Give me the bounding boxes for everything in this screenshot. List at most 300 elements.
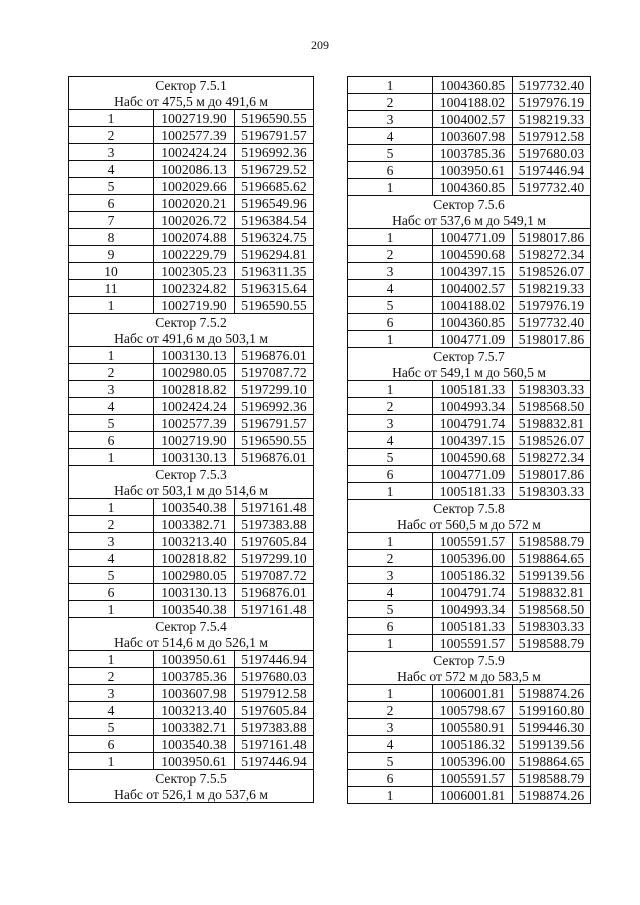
coordinate-x: 1005798.67	[433, 702, 513, 719]
point-number: 1	[69, 347, 154, 364]
point-number: 3	[348, 111, 433, 128]
point-number: 3	[69, 685, 154, 702]
table-row	[69, 195, 314, 212]
coordinate-y: 5197161.48	[235, 736, 314, 753]
sector-range-row	[348, 516, 591, 533]
coordinate-y: 5196315.64	[235, 280, 314, 297]
table-row	[69, 685, 314, 702]
point-number: 3	[348, 415, 433, 432]
table-row	[348, 584, 591, 601]
coordinate-x: 1004993.34	[433, 601, 513, 618]
coordinate-y: 5197446.94	[235, 651, 314, 668]
point-number: 1	[348, 381, 433, 398]
table-row	[348, 128, 591, 145]
coordinate-x: 1004771.09	[433, 229, 513, 246]
point-number: 2	[69, 668, 154, 685]
coordinate-y: 5197680.03	[235, 668, 314, 685]
coordinate-y: 5198272.34	[513, 246, 591, 263]
sector-range: Набс от 503,1 м до 514,6 м	[69, 482, 314, 499]
page-number: 209	[311, 38, 329, 52]
table-row	[69, 415, 314, 432]
table-row	[69, 246, 314, 263]
table-row	[348, 550, 591, 567]
coordinate-y: 5197299.10	[235, 381, 314, 398]
coordinate-y: 5198588.79	[513, 533, 591, 550]
point-number: 4	[69, 550, 154, 567]
coordinate-x: 1003213.40	[154, 533, 235, 550]
point-number: 4	[69, 702, 154, 719]
point-number: 4	[348, 128, 433, 145]
table-row	[69, 110, 314, 127]
point-number: 6	[69, 584, 154, 601]
sector-title-row	[69, 618, 314, 635]
table-row	[69, 161, 314, 178]
table-row	[348, 246, 591, 263]
point-number: 3	[69, 381, 154, 398]
table-row	[348, 618, 591, 635]
table-row	[69, 381, 314, 398]
coordinate-x: 1003607.98	[433, 128, 513, 145]
sector-range-row	[69, 786, 314, 803]
coordinate-y: 5197976.19	[513, 94, 591, 111]
table-row	[348, 635, 591, 652]
coordinate-y: 5196324.75	[235, 229, 314, 246]
coordinate-y: 5198526.07	[513, 263, 591, 280]
point-number: 1	[69, 110, 154, 127]
coordinate-y: 5198017.86	[513, 331, 591, 348]
coordinate-y: 5198832.81	[513, 415, 591, 432]
coordinate-y: 5196590.55	[235, 297, 314, 314]
coordinate-y: 5197383.88	[235, 719, 314, 736]
coordinate-x: 1006001.81	[433, 685, 513, 702]
table-row	[348, 314, 591, 331]
coordinate-x: 1003540.38	[154, 601, 235, 618]
coordinate-y: 5197732.40	[513, 77, 591, 94]
table-row	[348, 787, 591, 804]
sector-title: Сектор 7.5.5	[69, 770, 314, 787]
coordinate-y: 5199139.56	[513, 736, 591, 753]
coordinate-x: 1004397.15	[433, 263, 513, 280]
coordinate-y: 5198526.07	[513, 432, 591, 449]
coordinate-x: 1004188.02	[433, 297, 513, 314]
coordinate-x: 1004590.68	[433, 449, 513, 466]
point-number: 6	[69, 736, 154, 753]
coordinate-y: 5199139.56	[513, 567, 591, 584]
coordinate-x: 1003130.13	[154, 584, 235, 601]
coordinate-y: 5197976.19	[513, 297, 591, 314]
coordinate-x: 1002719.90	[154, 297, 235, 314]
point-number: 3	[348, 567, 433, 584]
table-row	[69, 736, 314, 753]
point-number: 1	[69, 297, 154, 314]
point-number: 1	[348, 685, 433, 702]
coordinate-x: 1002424.24	[154, 144, 235, 161]
coordinate-y: 5197912.58	[513, 128, 591, 145]
coordinate-y: 5198017.86	[513, 229, 591, 246]
point-number: 1	[348, 77, 433, 94]
coordinate-y: 5196590.55	[235, 110, 314, 127]
sector-range-row	[348, 212, 591, 229]
point-number: 1	[348, 179, 433, 196]
table-row	[348, 162, 591, 179]
sector-title: Сектор 7.5.2	[69, 314, 314, 331]
point-number: 1	[69, 753, 154, 770]
table-row	[69, 516, 314, 533]
point-number: 4	[69, 398, 154, 415]
table-row	[348, 280, 591, 297]
coordinate-x: 1005591.57	[433, 533, 513, 550]
table-row	[69, 229, 314, 246]
sector-range-row	[348, 668, 591, 685]
point-number: 4	[348, 432, 433, 449]
point-number: 1	[69, 449, 154, 466]
coordinate-x: 1005591.57	[433, 770, 513, 787]
sector-range: Набс от 526,1 м до 537,6 м	[69, 786, 314, 803]
coordinate-x: 1003213.40	[154, 702, 235, 719]
table-row	[69, 753, 314, 770]
table-row	[69, 347, 314, 364]
sector-title-row	[69, 314, 314, 331]
table-row	[69, 584, 314, 601]
table-row	[348, 601, 591, 618]
coordinate-x: 1002980.05	[154, 364, 235, 381]
sector-title: Сектор 7.5.8	[348, 500, 591, 517]
coordinates-table-left	[68, 76, 314, 803]
table-row	[69, 364, 314, 381]
coordinate-y: 5197161.48	[235, 499, 314, 516]
table-row	[69, 601, 314, 618]
coordinate-x: 1003950.61	[154, 651, 235, 668]
table-row	[348, 145, 591, 162]
coordinate-x: 1002305.23	[154, 263, 235, 280]
coordinate-x: 1004360.85	[433, 314, 513, 331]
coordinate-x: 1005186.32	[433, 567, 513, 584]
coordinate-x: 1005186.32	[433, 736, 513, 753]
coordinate-y: 5196549.96	[235, 195, 314, 212]
point-number: 1	[348, 635, 433, 652]
coordinate-x: 1004993.34	[433, 398, 513, 415]
point-number: 5	[69, 567, 154, 584]
point-number: 7	[69, 212, 154, 229]
coordinate-x: 1004002.57	[433, 111, 513, 128]
table-row	[69, 499, 314, 516]
sector-title: Сектор 7.5.3	[69, 466, 314, 483]
sector-title-row	[69, 77, 314, 94]
sector-title-row	[69, 466, 314, 483]
coordinate-x: 1003130.13	[154, 347, 235, 364]
point-number: 6	[348, 162, 433, 179]
coordinate-y: 5198874.26	[513, 787, 591, 804]
point-number: 5	[69, 719, 154, 736]
sector-title: Сектор 7.5.1	[69, 77, 314, 94]
coordinate-x: 1002577.39	[154, 415, 235, 432]
coordinate-y: 5197087.72	[235, 364, 314, 381]
coordinate-y: 5196876.01	[235, 449, 314, 466]
coordinate-x: 1006001.81	[433, 787, 513, 804]
point-number: 5	[348, 601, 433, 618]
coordinate-y: 5196791.57	[235, 127, 314, 144]
coordinate-x: 1002719.90	[154, 432, 235, 449]
coordinate-x: 1002980.05	[154, 567, 235, 584]
point-number: 4	[348, 736, 433, 753]
point-number: 1	[69, 601, 154, 618]
table-row	[69, 212, 314, 229]
coordinate-x: 1002577.39	[154, 127, 235, 144]
table-row	[348, 719, 591, 736]
point-number: 3	[348, 719, 433, 736]
coordinate-x: 1003950.61	[433, 162, 513, 179]
coordinate-y: 5198219.33	[513, 111, 591, 128]
coordinate-y: 5198568.50	[513, 601, 591, 618]
coordinate-x: 1003950.61	[154, 753, 235, 770]
point-number: 1	[69, 499, 154, 516]
point-number: 2	[69, 516, 154, 533]
coordinate-x: 1005396.00	[433, 753, 513, 770]
point-number: 2	[69, 364, 154, 381]
coordinate-x: 1004791.74	[433, 584, 513, 601]
point-number: 11	[69, 280, 154, 297]
table-row	[348, 770, 591, 787]
coordinate-x: 1002818.82	[154, 550, 235, 567]
point-number: 3	[69, 144, 154, 161]
table-row	[69, 533, 314, 550]
point-number: 1	[348, 533, 433, 550]
point-number: 6	[348, 466, 433, 483]
table-row	[69, 668, 314, 685]
sector-title-row	[348, 196, 591, 213]
point-number: 6	[348, 618, 433, 635]
table-row	[69, 178, 314, 195]
table-row	[69, 297, 314, 314]
coordinate-x: 1003785.36	[154, 668, 235, 685]
table-row	[69, 719, 314, 736]
coordinate-y: 5199160.80	[513, 702, 591, 719]
coordinate-y: 5197912.58	[235, 685, 314, 702]
coordinate-y: 5199446.30	[513, 719, 591, 736]
coordinate-x: 1004590.68	[433, 246, 513, 263]
coordinate-y: 5197383.88	[235, 516, 314, 533]
table-row	[348, 567, 591, 584]
coordinate-x: 1002818.82	[154, 381, 235, 398]
coordinate-y: 5198568.50	[513, 398, 591, 415]
table-row	[348, 77, 591, 94]
table-row	[348, 229, 591, 246]
coordinate-x: 1004360.85	[433, 77, 513, 94]
table-row	[348, 685, 591, 702]
coordinates-table-left-body	[69, 77, 314, 803]
coordinate-y: 5196685.62	[235, 178, 314, 195]
coordinate-x: 1005181.33	[433, 381, 513, 398]
point-number: 1	[69, 651, 154, 668]
coordinate-x: 1005181.33	[433, 618, 513, 635]
table-row	[348, 736, 591, 753]
table-row	[348, 94, 591, 111]
table-row	[69, 432, 314, 449]
point-number: 1	[348, 787, 433, 804]
coordinate-y: 5196311.35	[235, 263, 314, 280]
coordinates-table-right-body	[348, 77, 591, 804]
coordinate-y: 5197605.84	[235, 533, 314, 550]
coordinate-x: 1002424.24	[154, 398, 235, 415]
coordinate-y: 5198832.81	[513, 584, 591, 601]
coordinate-y: 5197087.72	[235, 567, 314, 584]
point-number: 1	[348, 331, 433, 348]
point-number: 5	[69, 178, 154, 195]
coordinate-x: 1003540.38	[154, 499, 235, 516]
point-number: 5	[348, 449, 433, 466]
table-row	[348, 432, 591, 449]
coordinate-x: 1004771.09	[433, 331, 513, 348]
coordinate-x: 1003607.98	[154, 685, 235, 702]
coordinate-y: 5196590.55	[235, 432, 314, 449]
coordinate-x: 1005591.57	[433, 635, 513, 652]
sector-range-row	[69, 482, 314, 499]
table-row	[69, 567, 314, 584]
coordinate-y: 5198874.26	[513, 685, 591, 702]
point-number: 5	[348, 297, 433, 314]
coordinate-x: 1004791.74	[433, 415, 513, 432]
coordinate-x: 1002229.79	[154, 246, 235, 263]
sector-range-row	[69, 634, 314, 651]
table-row	[348, 466, 591, 483]
coordinate-x: 1005396.00	[433, 550, 513, 567]
coordinate-x: 1004360.85	[433, 179, 513, 196]
point-number: 9	[69, 246, 154, 263]
coordinate-x: 1003540.38	[154, 736, 235, 753]
table-row	[348, 331, 591, 348]
coordinate-y: 5198303.33	[513, 381, 591, 398]
coordinate-y: 5198303.33	[513, 483, 591, 500]
coordinate-y: 5196294.81	[235, 246, 314, 263]
point-number: 6	[69, 195, 154, 212]
coordinate-y: 5197446.94	[513, 162, 591, 179]
coordinate-x: 1002074.88	[154, 229, 235, 246]
point-number: 2	[348, 94, 433, 111]
coordinate-y: 5197299.10	[235, 550, 314, 567]
coordinate-x: 1004188.02	[433, 94, 513, 111]
table-row	[348, 111, 591, 128]
point-number: 2	[348, 246, 433, 263]
sector-range-row	[69, 93, 314, 110]
coordinate-x: 1002026.72	[154, 212, 235, 229]
coordinate-y: 5198303.33	[513, 618, 591, 635]
point-number: 5	[348, 145, 433, 162]
table-row	[69, 280, 314, 297]
point-number: 6	[348, 770, 433, 787]
table-row	[348, 533, 591, 550]
coordinate-x: 1003382.71	[154, 719, 235, 736]
coordinate-y: 5198864.65	[513, 550, 591, 567]
table-row	[348, 702, 591, 719]
table-row	[69, 550, 314, 567]
sector-range-row	[348, 364, 591, 381]
coordinate-y: 5198272.34	[513, 449, 591, 466]
coordinate-y: 5198864.65	[513, 753, 591, 770]
coordinate-y: 5198219.33	[513, 280, 591, 297]
coordinate-x: 1002324.82	[154, 280, 235, 297]
coordinate-x: 1002020.21	[154, 195, 235, 212]
table-row	[69, 702, 314, 719]
coordinate-y: 5196992.36	[235, 398, 314, 415]
point-number: 2	[348, 702, 433, 719]
sector-range-row	[69, 330, 314, 347]
coordinate-y: 5196791.57	[235, 415, 314, 432]
coordinate-x: 1002719.90	[154, 110, 235, 127]
sector-title-row	[348, 500, 591, 517]
table-row	[69, 398, 314, 415]
coordinate-y: 5198017.86	[513, 466, 591, 483]
sector-range: Набс от 537,6 м до 549,1 м	[348, 212, 591, 229]
sector-title: Сектор 7.5.7	[348, 348, 591, 365]
point-number: 4	[348, 280, 433, 297]
coordinate-y: 5196992.36	[235, 144, 314, 161]
coordinate-x: 1003130.13	[154, 449, 235, 466]
table-row	[348, 483, 591, 500]
table-row	[348, 381, 591, 398]
table-row	[69, 144, 314, 161]
point-number: 5	[69, 415, 154, 432]
coordinate-x: 1003785.36	[433, 145, 513, 162]
point-number: 4	[348, 584, 433, 601]
point-number: 6	[69, 432, 154, 449]
sector-range: Набс от 514,6 м до 526,1 м	[69, 634, 314, 651]
coordinate-y: 5197446.94	[235, 753, 314, 770]
point-number: 3	[69, 533, 154, 550]
coordinate-y: 5198588.79	[513, 770, 591, 787]
sector-range: Набс от 549,1 м до 560,5 м	[348, 364, 591, 381]
point-number: 2	[348, 550, 433, 567]
coordinate-y: 5197732.40	[513, 314, 591, 331]
point-number: 4	[69, 161, 154, 178]
coordinate-x: 1004771.09	[433, 466, 513, 483]
point-number: 8	[69, 229, 154, 246]
coordinate-y: 5197605.84	[235, 702, 314, 719]
point-number: 2	[348, 398, 433, 415]
coordinate-x: 1005181.33	[433, 483, 513, 500]
point-number: 10	[69, 263, 154, 280]
sector-range: Набс от 475,5 м до 491,6 м	[69, 93, 314, 110]
coordinate-x: 1002086.13	[154, 161, 235, 178]
coordinate-y: 5197680.03	[513, 145, 591, 162]
table-row	[69, 651, 314, 668]
coordinate-x: 1002029.66	[154, 178, 235, 195]
sector-range: Набс от 491,6 м до 503,1 м	[69, 330, 314, 347]
sector-title-row	[348, 652, 591, 669]
point-number: 3	[348, 263, 433, 280]
table-row	[69, 263, 314, 280]
point-number: 5	[348, 753, 433, 770]
coordinate-y: 5197732.40	[513, 179, 591, 196]
table-row	[348, 297, 591, 314]
coordinate-y: 5196729.52	[235, 161, 314, 178]
coordinates-table-right	[347, 76, 591, 804]
table-row	[348, 263, 591, 280]
coordinate-y: 5196876.01	[235, 584, 314, 601]
table-row	[69, 449, 314, 466]
sector-title: Сектор 7.5.4	[69, 618, 314, 635]
point-number: 6	[348, 314, 433, 331]
coordinate-x: 1004397.15	[433, 432, 513, 449]
table-row	[348, 449, 591, 466]
table-row	[69, 127, 314, 144]
coordinate-y: 5196384.54	[235, 212, 314, 229]
coordinate-x: 1005580.91	[433, 719, 513, 736]
sector-range: Набс от 572 м до 583,5 м	[348, 668, 591, 685]
sector-title-row	[348, 348, 591, 365]
coordinate-y: 5198588.79	[513, 635, 591, 652]
coordinate-x: 1004002.57	[433, 280, 513, 297]
sector-title: Сектор 7.5.6	[348, 196, 591, 213]
